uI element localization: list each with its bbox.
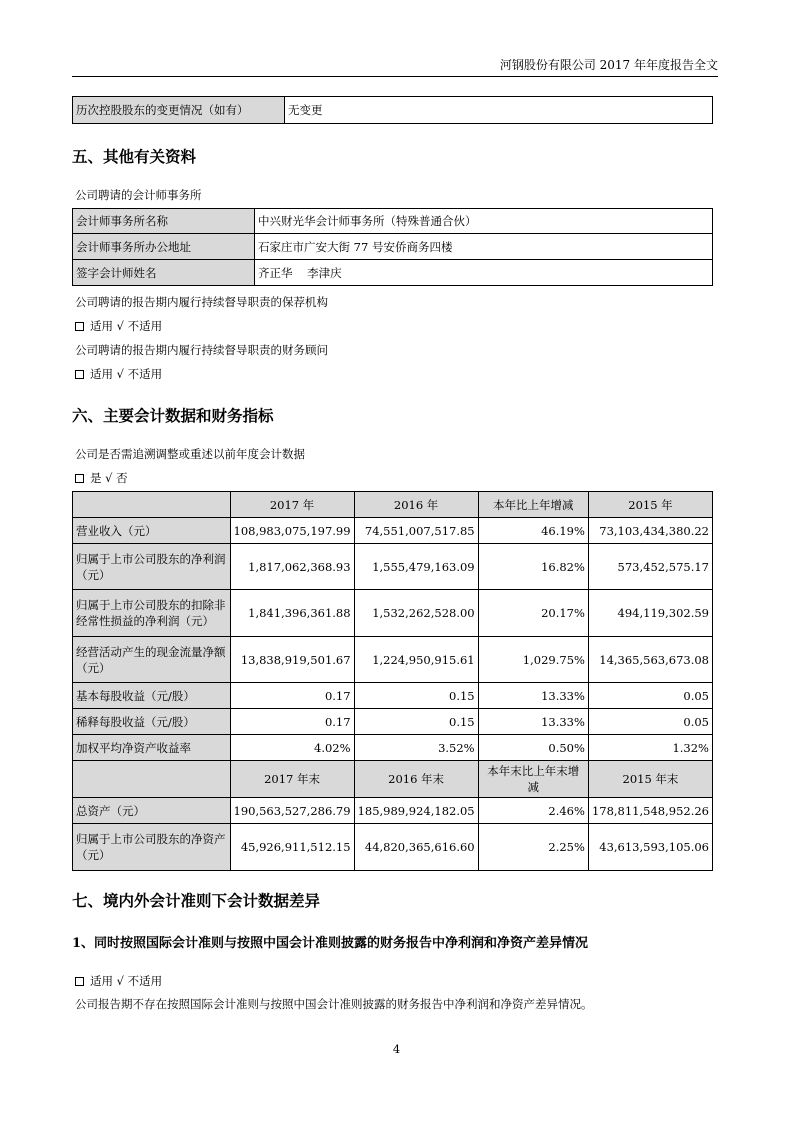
cell-value: 494,119,302.59 xyxy=(588,590,712,637)
section7-sub1-title: 1、同时按照国际会计准则与按照中国会计准则披露的财务报告中净利润和净资产差异情况 xyxy=(72,936,589,951)
col-header-2017: 2017 年 xyxy=(230,492,354,518)
control-change-value: 无变更 xyxy=(285,97,713,124)
section6-answer xyxy=(75,470,128,486)
sponsor-option-label: 适用 √ 不适用 xyxy=(90,319,163,333)
cell-value: 2.25% xyxy=(478,824,588,871)
cell-value: 2.46% xyxy=(478,798,588,824)
auditor-name-label: 会计师事务所名称 xyxy=(73,209,255,234)
advisor-text: 公司聘请的报告期内履行持续督导职责的财务顾问 xyxy=(75,343,328,357)
cell-value: 0.15 xyxy=(354,683,478,709)
row-label: 基本每股收益（元/股） xyxy=(73,683,231,709)
row-label: 归属于上市公司股东的净利润（元） xyxy=(73,544,231,590)
col-header-2016-end: 2016 年末 xyxy=(354,761,478,798)
cell-value: 0.50% xyxy=(478,735,588,761)
cell-value: 13,838,919,501.67 xyxy=(230,637,354,683)
table-row xyxy=(73,590,713,637)
advisor-option xyxy=(75,366,162,382)
cell-value: 1.32% xyxy=(588,735,712,761)
table-row xyxy=(73,518,713,544)
checkbox-icon xyxy=(75,322,84,331)
section7-title: 七、境内外会计准则下会计数据差异 xyxy=(72,891,321,910)
advisor-option-label: 适用 √ 不适用 xyxy=(90,367,163,381)
table-row xyxy=(73,709,713,735)
row-label: 归属于上市公司股东的扣除非经常性损益的净利润（元） xyxy=(73,590,231,637)
cell-value: 1,224,950,915.61 xyxy=(354,637,478,683)
cell-value: 0.05 xyxy=(588,683,712,709)
cell-value: 1,841,396,361.88 xyxy=(230,590,354,637)
sponsor-option xyxy=(75,318,162,334)
section6-answer-label: 是 √ 否 xyxy=(90,471,128,485)
section6-title: 六、主要会计数据和财务指标 xyxy=(72,406,274,425)
cell-value: 16.82% xyxy=(478,544,588,590)
col-header-2016: 2016 年 xyxy=(354,492,478,518)
cell-value: 14,365,563,673.08 xyxy=(588,637,712,683)
control-change-table xyxy=(72,96,713,124)
row-label: 营业收入（元） xyxy=(73,518,231,544)
col-header-change-end: 本年末比上年末增减 xyxy=(478,761,588,798)
section6-question: 公司是否需追溯调整或重述以前年度会计数据 xyxy=(75,447,305,461)
cell-value: 0.15 xyxy=(354,709,478,735)
cell-value: 1,532,262,528.00 xyxy=(354,590,478,637)
cell-value: 108,983,075,197.99 xyxy=(230,518,354,544)
row-label: 加权平均净资产收益率 xyxy=(73,735,231,761)
table-row xyxy=(73,824,713,871)
col-header-2015: 2015 年 xyxy=(588,492,712,518)
section7-sub1-option-label: 适用 √ 不适用 xyxy=(90,974,163,988)
cell-value: 46.19% xyxy=(478,518,588,544)
control-change-label: 历次控股股东的变更情况（如有） xyxy=(73,97,285,124)
auditor-address-label: 会计师事务所办公地址 xyxy=(73,234,255,260)
cell-value: 20.17% xyxy=(478,590,588,637)
header-blank xyxy=(73,492,231,518)
table-row xyxy=(73,683,713,709)
financial-table xyxy=(72,491,713,871)
auditor-section xyxy=(72,208,718,286)
col-header-2017-end: 2017 年末 xyxy=(230,761,354,798)
table-row xyxy=(73,798,713,824)
auditor-signers-label: 签字会计师姓名 xyxy=(73,260,255,286)
checkbox-icon xyxy=(75,977,84,986)
section5-intro: 公司聘请的会计师事务所 xyxy=(75,188,202,202)
col-header-change: 本年比上年增减 xyxy=(478,492,588,518)
auditor-table xyxy=(72,208,713,286)
auditor-signers-value: 齐正华 李津庆 xyxy=(255,260,713,286)
cell-value: 185,989,924,182.05 xyxy=(354,798,478,824)
col-header-2015-end: 2015 年末 xyxy=(588,761,712,798)
cell-value: 1,817,062,368.93 xyxy=(230,544,354,590)
page-number: 4 xyxy=(392,1042,401,1056)
cell-value: 190,563,527,286.79 xyxy=(230,798,354,824)
cell-value: 0.05 xyxy=(588,709,712,735)
financial-section xyxy=(72,491,718,871)
row-label: 总资产（元） xyxy=(73,798,231,824)
page-header: 河钢股份有限公司 2017 年年度报告全文 xyxy=(72,56,718,77)
section5-title: 五、其他有关资料 xyxy=(72,147,197,166)
table-row xyxy=(73,544,713,590)
cell-value: 44,820,365,616.60 xyxy=(354,824,478,871)
cell-value: 13.33% xyxy=(478,709,588,735)
cell-value: 74,551,007,517.85 xyxy=(354,518,478,544)
section7-sub1-option xyxy=(75,973,162,989)
cell-value: 3.52% xyxy=(354,735,478,761)
control-change-section xyxy=(72,96,718,124)
cell-value: 73,103,434,380.22 xyxy=(588,518,712,544)
row-label: 经营活动产生的现金流量净额（元） xyxy=(73,637,231,683)
table-row xyxy=(73,735,713,761)
cell-value: 0.17 xyxy=(230,709,354,735)
cell-value: 13.33% xyxy=(478,683,588,709)
section7-sub1-text: 公司报告期不存在按照国际会计准则与按照中国会计准则披露的财务报告中净利润和净资产差异情况。 xyxy=(75,997,593,1011)
checkbox-icon xyxy=(75,474,84,483)
row-label: 稀释每股收益（元/股） xyxy=(73,709,231,735)
cell-value: 573,452,575.17 xyxy=(588,544,712,590)
sponsor-text: 公司聘请的报告期内履行持续督导职责的保荐机构 xyxy=(75,295,328,309)
cell-value: 4.02% xyxy=(230,735,354,761)
row-label: 归属于上市公司股东的净资产（元） xyxy=(73,824,231,871)
table-row xyxy=(73,637,713,683)
cell-value: 45,926,911,512.15 xyxy=(230,824,354,871)
cell-value: 43,613,593,105.06 xyxy=(588,824,712,871)
checkbox-icon xyxy=(75,370,84,379)
auditor-name-value: 中兴财光华会计师事务所（特殊普通合伙） xyxy=(255,209,713,234)
cell-value: 1,029.75% xyxy=(478,637,588,683)
cell-value: 0.17 xyxy=(230,683,354,709)
cell-value: 1,555,479,163.09 xyxy=(354,544,478,590)
cell-value: 178,811,548,952.26 xyxy=(588,798,712,824)
auditor-address-value: 石家庄市广安大街 77 号安侨商务四楼 xyxy=(255,234,713,260)
header-blank xyxy=(73,761,231,798)
